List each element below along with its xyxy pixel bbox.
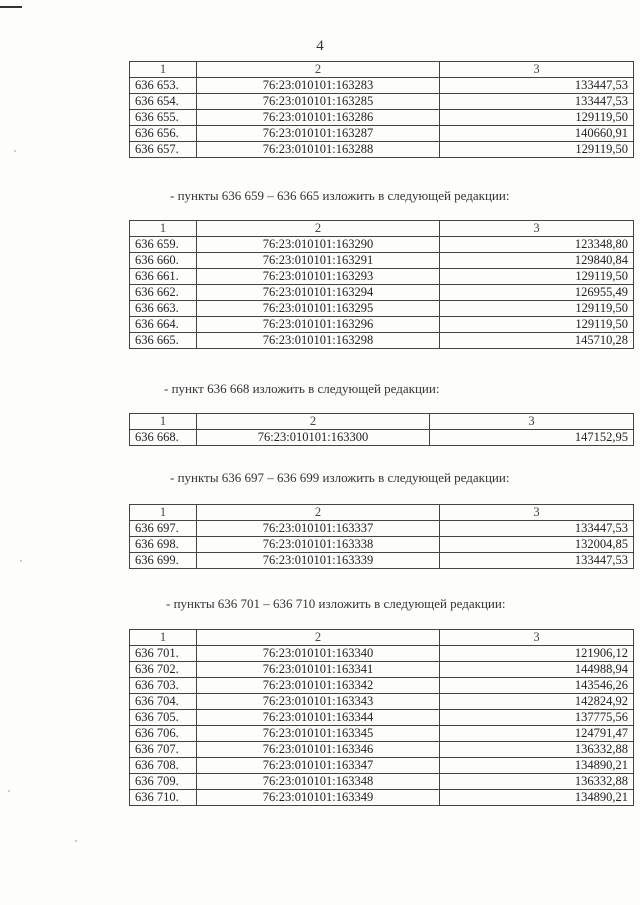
table-row (130, 430, 634, 446)
table-row (130, 269, 634, 285)
table-row (130, 726, 634, 742)
table-row (130, 710, 634, 726)
cadastral-number: 76:23:010101:163285 (197, 94, 440, 110)
table-header-row (130, 630, 634, 646)
points-table-2 (129, 220, 634, 349)
scan-speck (75, 840, 77, 842)
value-cell: 143546,26 (440, 678, 634, 694)
points-table-5 (129, 629, 634, 806)
table-row (130, 521, 634, 537)
column-header-3: 3 (440, 505, 634, 521)
table-row (130, 646, 634, 662)
cadastral-number: 76:23:010101:163296 (197, 317, 440, 333)
value-cell: 124791,47 (440, 726, 634, 742)
column-header-1: 1 (130, 505, 197, 521)
point-number: 636 656. (130, 126, 197, 142)
column-header-2: 2 (197, 221, 440, 237)
table-row (130, 537, 634, 553)
value-cell: 144988,94 (440, 662, 634, 678)
value-cell: 133447,53 (440, 553, 634, 569)
points-table-3 (129, 413, 634, 446)
value-cell: 126955,49 (440, 285, 634, 301)
table-row (130, 317, 634, 333)
value-cell: 129119,50 (440, 142, 634, 158)
point-number: 636 697. (130, 521, 197, 537)
cadastral-number: 76:23:010101:163346 (197, 742, 440, 758)
column-header-2: 2 (197, 630, 440, 646)
value-cell: 132004,85 (440, 537, 634, 553)
column-header-2: 2 (197, 505, 440, 521)
scan-mark (0, 6, 22, 8)
table-row (130, 758, 634, 774)
table-row (130, 694, 634, 710)
point-number: 636 710. (130, 790, 197, 806)
point-number: 636 661. (130, 269, 197, 285)
table-row (130, 237, 634, 253)
value-cell: 134890,21 (440, 758, 634, 774)
value-cell: 140660,91 (440, 126, 634, 142)
table-header-row (130, 505, 634, 521)
scan-speck (14, 150, 16, 152)
point-number: 636 704. (130, 694, 197, 710)
point-number: 636 705. (130, 710, 197, 726)
value-cell: 133447,53 (440, 521, 634, 537)
point-number: 636 698. (130, 537, 197, 553)
column-header-3: 3 (440, 62, 634, 78)
instruction-text: - пункт 636 668 изложить в следующей редакции: (164, 381, 440, 396)
column-header-2: 2 (197, 414, 430, 430)
scan-speck (20, 560, 22, 562)
points-table-1 (129, 61, 634, 158)
value-cell: 133447,53 (440, 78, 634, 94)
value-cell: 129119,50 (440, 317, 634, 333)
table-row (130, 774, 634, 790)
instruction-text: - пункты 636 701 – 636 710 изложить в следующей редакции: (166, 596, 506, 611)
table-row (130, 662, 634, 678)
column-header-3: 3 (440, 221, 634, 237)
table-row (130, 790, 634, 806)
value-cell: 137775,56 (440, 710, 634, 726)
cadastral-number: 76:23:010101:163287 (197, 126, 440, 142)
cadastral-number: 76:23:010101:163295 (197, 301, 440, 317)
cadastral-number: 76:23:010101:163337 (197, 521, 440, 537)
cadastral-number: 76:23:010101:163298 (197, 333, 440, 349)
point-number: 636 702. (130, 662, 197, 678)
point-number: 636 663. (130, 301, 197, 317)
point-number: 636 664. (130, 317, 197, 333)
point-number: 636 665. (130, 333, 197, 349)
value-cell: 142824,92 (440, 694, 634, 710)
page-number: 4 (316, 38, 324, 54)
point-number: 636 660. (130, 253, 197, 269)
point-number: 636 708. (130, 758, 197, 774)
cadastral-number: 76:23:010101:163348 (197, 774, 440, 790)
value-cell: 133447,53 (440, 94, 634, 110)
table-header-row (130, 221, 634, 237)
value-cell: 129119,50 (440, 301, 634, 317)
table-row (130, 333, 634, 349)
value-cell: 121906,12 (440, 646, 634, 662)
points-table-4 (129, 504, 634, 569)
value-cell: 136332,88 (440, 742, 634, 758)
point-number: 636 709. (130, 774, 197, 790)
cadastral-number: 76:23:010101:163349 (197, 790, 440, 806)
table-row (130, 742, 634, 758)
table-row (130, 301, 634, 317)
point-number: 636 659. (130, 237, 197, 253)
column-header-3: 3 (440, 630, 634, 646)
table-row (130, 142, 634, 158)
cadastral-number: 76:23:010101:163286 (197, 110, 440, 126)
table-row (130, 78, 634, 94)
point-number: 636 654. (130, 94, 197, 110)
point-number: 636 668. (130, 430, 197, 446)
column-header-3: 3 (430, 414, 634, 430)
column-header-1: 1 (130, 630, 197, 646)
instruction-text: - пункты 636 659 – 636 665 изложить в следующей редакции: (170, 188, 510, 203)
value-cell: 129119,50 (440, 269, 634, 285)
value-cell: 136332,88 (440, 774, 634, 790)
cadastral-number: 76:23:010101:163291 (197, 253, 440, 269)
cadastral-number: 76:23:010101:163339 (197, 553, 440, 569)
point-number: 636 662. (130, 285, 197, 301)
table-row (130, 678, 634, 694)
cadastral-number: 76:23:010101:163342 (197, 678, 440, 694)
value-cell: 145710,28 (440, 333, 634, 349)
cadastral-number: 76:23:010101:163300 (197, 430, 430, 446)
table-header-row (130, 62, 634, 78)
cadastral-number: 76:23:010101:163293 (197, 269, 440, 285)
cadastral-number: 76:23:010101:163341 (197, 662, 440, 678)
cadastral-number: 76:23:010101:163283 (197, 78, 440, 94)
table-row (130, 253, 634, 269)
point-number: 636 699. (130, 553, 197, 569)
cadastral-number: 76:23:010101:163294 (197, 285, 440, 301)
table-row (130, 126, 634, 142)
column-header-1: 1 (130, 62, 197, 78)
point-number: 636 701. (130, 646, 197, 662)
cadastral-number: 76:23:010101:163347 (197, 758, 440, 774)
table-row (130, 110, 634, 126)
table-row (130, 553, 634, 569)
point-number: 636 655. (130, 110, 197, 126)
instruction-text: - пункты 636 697 – 636 699 изложить в следующей редакции: (170, 470, 510, 485)
point-number: 636 703. (130, 678, 197, 694)
cadastral-number: 76:23:010101:163338 (197, 537, 440, 553)
value-cell: 123348,80 (440, 237, 634, 253)
cadastral-number: 76:23:010101:163290 (197, 237, 440, 253)
cadastral-number: 76:23:010101:163288 (197, 142, 440, 158)
value-cell: 134890,21 (440, 790, 634, 806)
value-cell: 147152,95 (430, 430, 634, 446)
cadastral-number: 76:23:010101:163345 (197, 726, 440, 742)
column-header-1: 1 (130, 414, 197, 430)
point-number: 636 653. (130, 78, 197, 94)
table-header-row (130, 414, 634, 430)
cadastral-number: 76:23:010101:163344 (197, 710, 440, 726)
table-row (130, 94, 634, 110)
point-number: 636 707. (130, 742, 197, 758)
value-cell: 129840,84 (440, 253, 634, 269)
cadastral-number: 76:23:010101:163340 (197, 646, 440, 662)
column-header-2: 2 (197, 62, 440, 78)
point-number: 636 657. (130, 142, 197, 158)
cadastral-number: 76:23:010101:163343 (197, 694, 440, 710)
table-row (130, 285, 634, 301)
value-cell: 129119,50 (440, 110, 634, 126)
point-number: 636 706. (130, 726, 197, 742)
column-header-1: 1 (130, 221, 197, 237)
scan-speck (8, 790, 10, 792)
